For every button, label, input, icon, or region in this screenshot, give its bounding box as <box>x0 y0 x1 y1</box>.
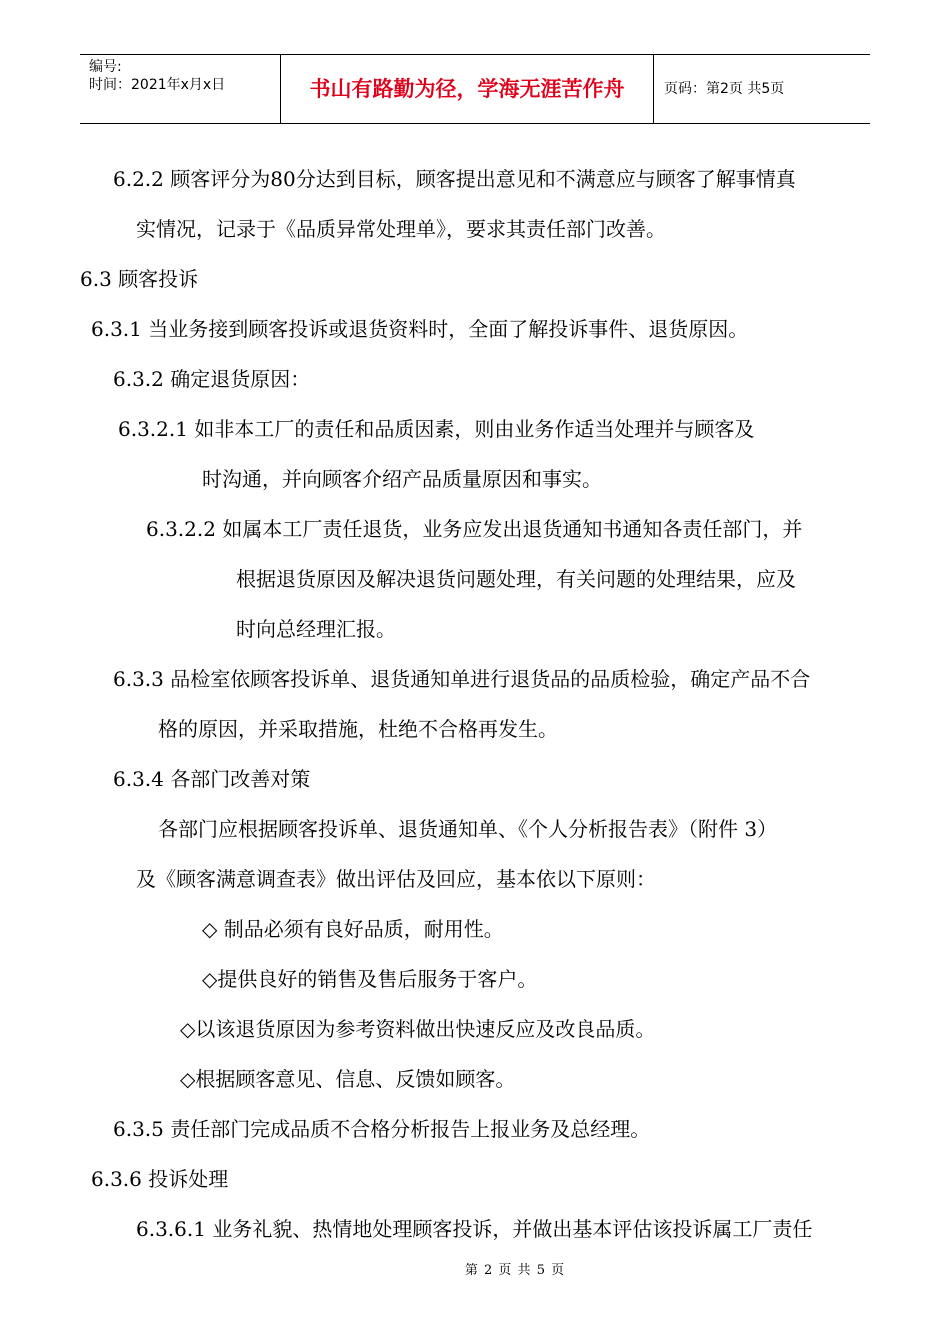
header-motto: 书山有路勤为径，学海无涯苦作舟 <box>309 77 625 101</box>
body-line: 6.3.5 责任部门完成品质不合格分析报告上报业务及总经理。 <box>113 1117 651 1141</box>
body-line: 时向总经理汇报。 <box>236 617 396 641</box>
body-line: 及《顾客满意调查表》做出评估及回应，基本依以下原则： <box>136 867 656 891</box>
header-info-cell <box>80 55 281 123</box>
bullet-item: ◇提供良好的销售及售后服务于客户。 <box>202 967 538 991</box>
page-footer: 第 2 页 共 5 页 <box>464 1263 566 1278</box>
body-line: 格的原因，并采取措施，杜绝不合格再发生。 <box>158 717 558 741</box>
bullet-item: ◇以该退货原因为参考资料做出快速反应及改良品质。 <box>180 1017 656 1041</box>
body-line: 6.3.1 当业务接到顾客投诉或退货资料时，全面了解投诉事件、退货原因。 <box>91 317 749 341</box>
header-page-cell <box>654 55 870 123</box>
body-line: 各部门应根据顾客投诉单、退货通知单、《个人分析报告表》（附件 3） <box>158 817 778 841</box>
body-line: 根据退货原因及解决退货问题处理，有关问题的处理结果，应及 <box>236 567 796 591</box>
body-line: 实情况，记录于《品质异常处理单》，要求其责任部门改善。 <box>136 217 666 241</box>
body-line: 6.2.2 顾客评分为80分达到目标，顾客提出意见和不满意应与顾客了解事情真 <box>113 167 796 191</box>
bullet-item: ◇根据顾客意见、信息、反馈如顾客。 <box>180 1067 516 1091</box>
section-heading: 6.3 顾客投诉 <box>80 267 199 291</box>
body-line: 6.3.2 确定退货原因： <box>113 367 311 391</box>
body-line: 时沟通，并向顾客介绍产品质量原因和事实。 <box>202 467 602 491</box>
body-line: 6.3.6.1 业务礼貌、热情地处理顾客投诉，并做出基本评估该投诉属工厂责任 <box>136 1217 813 1241</box>
header-page-number: 页码：第2页 共5页 <box>664 81 785 97</box>
date-label: 时间：2021年x月x日 <box>89 77 226 93</box>
body-line: 6.3.2.1 如非本工厂的责任和品质因素，则由业务作适当处理并与顾客及 <box>118 417 755 441</box>
code-label: 编号: <box>89 59 122 75</box>
body-line: 6.3.3 品检室依顾客投诉单、退货通知单进行退货品的品质检验，确定产品不合 <box>113 667 811 691</box>
bullet-item: ◇ 制品必须有良好品质，耐用性。 <box>202 917 504 941</box>
body-line: 6.3.4 各部门改善对策 <box>113 767 311 791</box>
document-header <box>80 54 870 124</box>
body-line: 6.3.2.2 如属本工厂责任退货，业务应发出退货通知书通知各责任部门，并 <box>146 517 803 541</box>
body-line: 6.3.6 投诉处理 <box>91 1167 229 1191</box>
header-motto-cell <box>281 55 654 123</box>
